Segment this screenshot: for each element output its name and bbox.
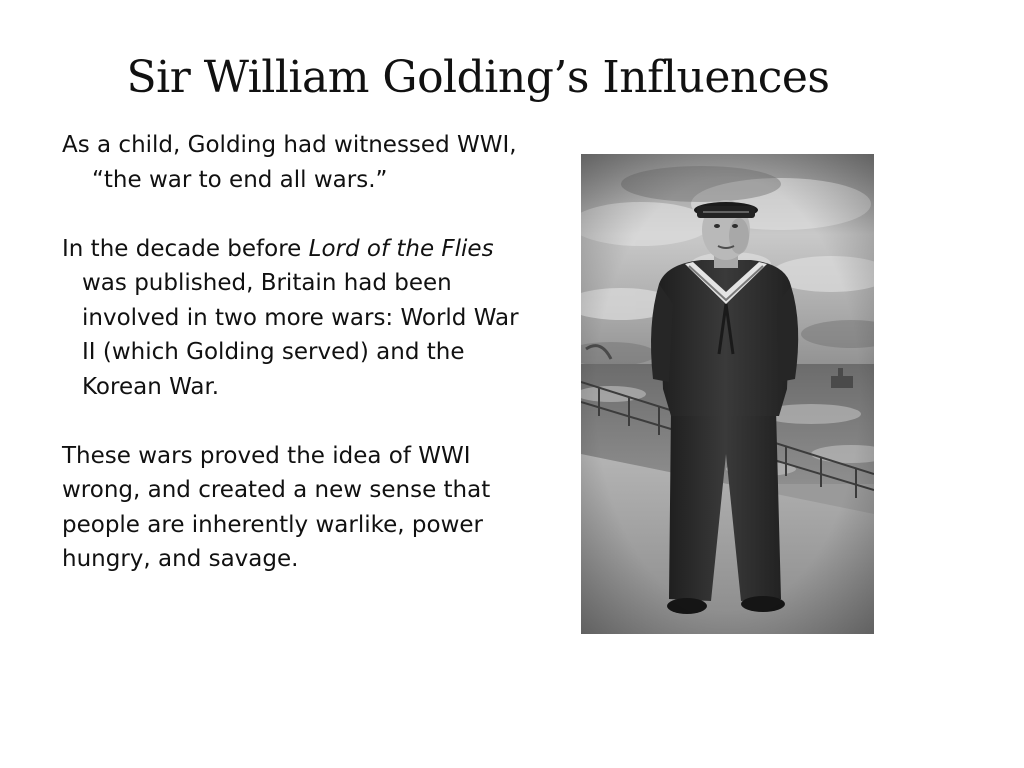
slide-title: Sir William Golding’s Influences <box>126 52 830 103</box>
paragraph-spacer <box>62 197 534 232</box>
paragraph-childhood-wwi: As a child, Golding had witnessed WWI, “the war to end all wars.” <box>62 132 517 193</box>
paragraph-decade-before-lead: In the decade before <box>62 235 309 262</box>
photo-vignette <box>581 154 874 634</box>
sailor-photo-drawing <box>581 154 874 634</box>
sailor-photo <box>581 154 874 634</box>
paragraph-decade-before <box>62 232 534 405</box>
paragraph-decade-before-rest: was published, Britain had been involved in two more wars: World War II (which Golding served) and the Korean War. <box>82 270 519 400</box>
body-text <box>62 128 534 577</box>
paragraph-wars-conclusion: These wars proved the idea of WWI wrong, and created a new sense that people are inherently warlike, power hungry, and savage. <box>62 442 491 572</box>
book-title-italic: Lord of the Flies <box>308 235 494 262</box>
paragraph-spacer <box>62 404 534 439</box>
